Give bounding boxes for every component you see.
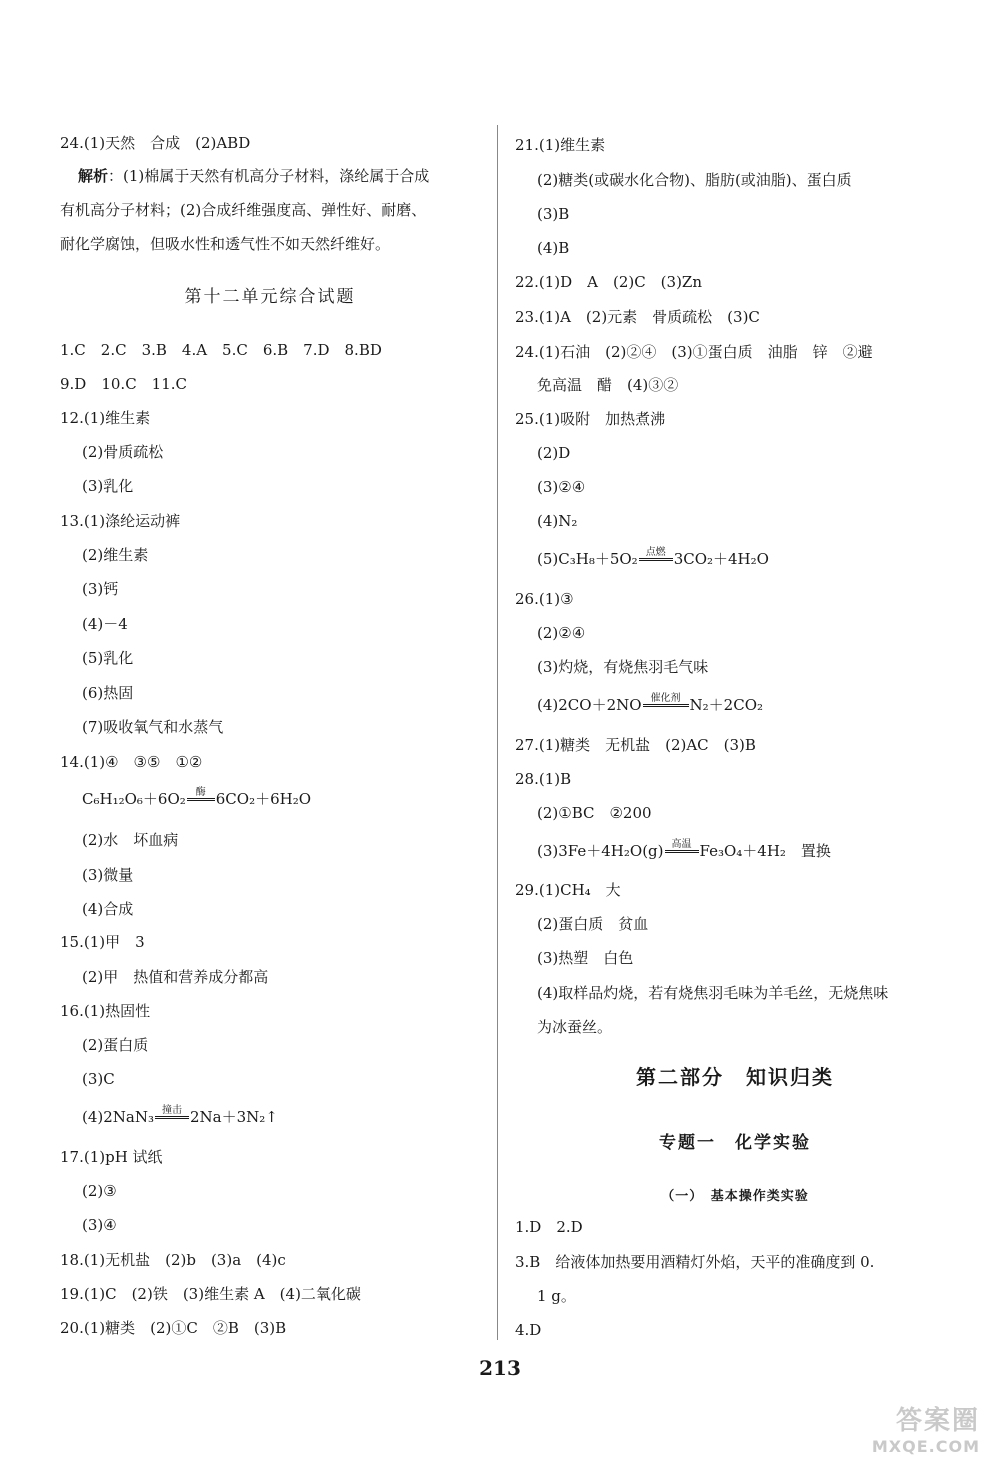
- answer-line: 17.(1)pH 试纸: [60, 1148, 163, 1166]
- answer-line: (3)微量: [82, 866, 134, 884]
- answer-line: 12.(1)维生素: [60, 409, 151, 427]
- answer-line: 9.D 10.C 11.C: [60, 375, 188, 393]
- answer-line: 免高温 醋 (4)③②: [537, 376, 679, 394]
- subtopic-title: （一） 基本操作类实验: [661, 1189, 809, 1204]
- answer-line: (2)水 坏血病: [82, 831, 179, 849]
- answer-line: (3)灼烧，有烧焦羽毛气味: [537, 658, 709, 676]
- answer-line: 26.(1)③: [515, 590, 574, 608]
- answer-line: (7)吸收氧气和水蒸气: [82, 718, 224, 736]
- answer-line: (3)B: [537, 205, 570, 223]
- answer-line: 24.(1)石油 (2)②④ (3)①蛋白质 油脂 锌 ②避: [515, 343, 873, 361]
- answer-line: (2)②④: [537, 624, 586, 642]
- reaction-arrow: 撞击: [155, 1106, 189, 1127]
- answer-line: (2)蛋白质: [82, 1036, 149, 1054]
- answer-line: (2)甲 热值和营养成分都高: [82, 968, 269, 986]
- answer-line: (2)糖类(或碳水化合物)、脂肪(或油脂)、蛋白质: [537, 171, 852, 189]
- answer-line: 20.(1)糖类 (2)①C ②B (3)B: [60, 1319, 287, 1337]
- answer-line: (2)D: [537, 444, 571, 462]
- answer-line: 1.D 2.D: [515, 1218, 583, 1236]
- answer-line: 13.(1)涤纶运动裤: [60, 512, 181, 530]
- equation-25: (5)C₃H₈＋5O₂ 点燃 3CO₂＋4H₂O: [537, 547, 769, 568]
- answer-line: 1.C 2.C 3.B 4.A 5.C 6.B 7.D 8.BD: [60, 341, 382, 359]
- equation-16: (4)2NaN₃ 撞击 2Na＋3N₂↑: [82, 1105, 278, 1126]
- explanation-line-1: 解析：(1)棉属于天然有机高分子材料，涤纶属于合成: [78, 167, 430, 185]
- answer-line: (3)热塑 白色: [537, 949, 634, 967]
- reaction-arrow: 酶: [187, 788, 215, 809]
- answer-line: (2)骨质疏松: [82, 443, 164, 461]
- section-title: 第十二单元综合试题: [184, 287, 356, 307]
- column-divider: [497, 125, 498, 1340]
- answer-line: 29.(1)CH₄ 大: [515, 881, 621, 899]
- explanation-line-2: 有机高分子材料；(2)合成纤维强度高、弹性好、耐磨、: [60, 201, 427, 219]
- answer-line: (3)C: [82, 1070, 115, 1088]
- answer-line: (4)B: [537, 239, 570, 257]
- answer-line: 1 g。: [537, 1287, 576, 1305]
- equation-14: C₆H₁₂O₆＋6O₂ 酶 6CO₂＋6H₂O: [82, 787, 312, 808]
- answer-line: 22.(1)D A (2)C (3)Zn: [515, 273, 703, 291]
- part-title: 第二部分 知识归类: [636, 1065, 834, 1089]
- answer-line: (2)①BC ②200: [537, 804, 652, 822]
- explanation-line-3: 耐化学腐蚀，但吸水性和透气性不如天然纤维好。: [60, 235, 391, 253]
- page-number: 213: [479, 1356, 521, 1380]
- equation-28: (3)3Fe＋4H₂O(g) 高温 Fe₃O₄＋4H₂ 置换: [537, 839, 831, 860]
- answer-line: (4)合成: [82, 900, 134, 918]
- explanation-label: 解析: [78, 167, 109, 185]
- answer-line: 3.B 给液体加热要用酒精灯外焰，天平的准确度到 0.: [515, 1253, 875, 1271]
- answer-line: 19.(1)C (2)铁 (3)维生素 A (4)二氧化碳: [60, 1285, 361, 1303]
- answer-line: (4)N₂: [537, 512, 578, 530]
- answer-line: (2)维生素: [82, 546, 149, 564]
- answer-line: 25.(1)吸附 加热煮沸: [515, 410, 666, 428]
- answer-line: (4)取样品灼烧，若有烧焦羽毛味为羊毛丝，无烧焦味: [537, 984, 889, 1002]
- answer-line: 23.(1)A (2)元素 骨质疏松 (3)C: [515, 308, 760, 326]
- answer-line: (5)乳化: [82, 649, 134, 667]
- answer-line: 14.(1)④ ③⑤ ①②: [60, 753, 203, 771]
- answer-line: 为冰蚕丝。: [537, 1018, 613, 1036]
- answer-line: 27.(1)糖类 无机盐 (2)AC (3)B: [515, 736, 756, 754]
- answer-line: 16.(1)热固性: [60, 1002, 151, 1020]
- topic-title: 专题一 化学实验: [659, 1133, 811, 1153]
- reaction-arrow: 催化剂: [643, 694, 689, 715]
- watermark-logo: 答案圈 MXQE.COM: [871, 1406, 980, 1456]
- answer-line: (4)－4: [82, 615, 128, 633]
- answer-line: 18.(1)无机盐 (2)b (3)a (4)c: [60, 1251, 286, 1269]
- equation-26: (4)2CO＋2NO 催化剂 N₂＋2CO₂: [537, 693, 764, 714]
- answer-line: (2)蛋白质 贫血: [537, 915, 649, 933]
- reaction-arrow: 高温: [665, 840, 699, 861]
- answer-line: 21.(1)维生素: [515, 136, 606, 154]
- answer-24: 24.(1)天然 合成 (2)ABD: [60, 134, 251, 152]
- answer-line: 4.D: [515, 1321, 542, 1339]
- answer-line: (3)钙: [82, 580, 119, 598]
- answer-line: (3)④: [82, 1216, 117, 1234]
- answer-line: (2)③: [82, 1182, 117, 1200]
- answer-line: 15.(1)甲 3: [60, 933, 145, 951]
- answer-line: (3)乳化: [82, 477, 134, 495]
- reaction-arrow: 点燃: [639, 548, 673, 569]
- answer-line: (3)②④: [537, 478, 586, 496]
- answer-line: (6)热固: [82, 684, 134, 702]
- answer-line: 28.(1)B: [515, 770, 572, 788]
